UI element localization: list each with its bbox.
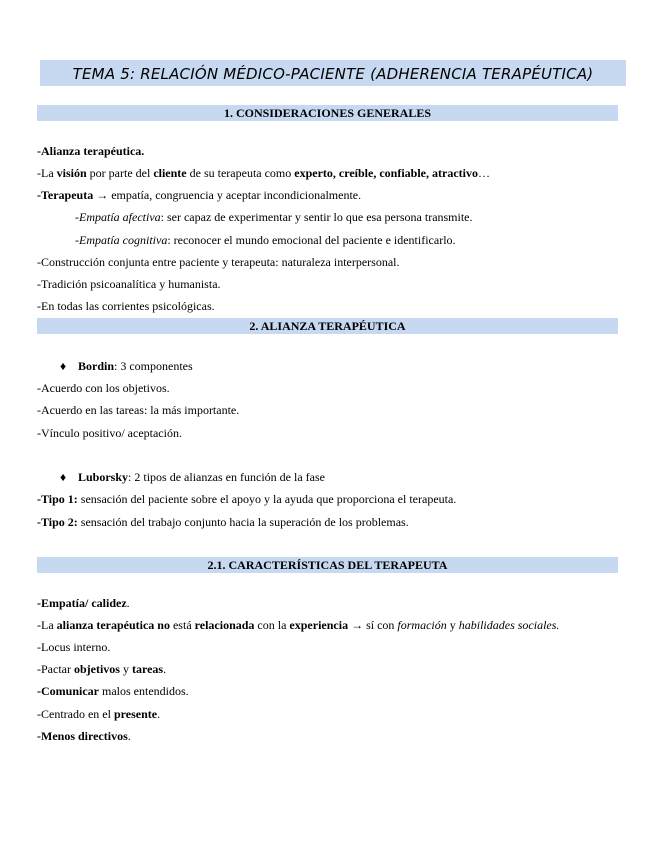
bold-text: Luborsky [78, 470, 129, 484]
text-span: sensación del paciente sobre el apoyo y la ayuda que proporciona el terapeuta. [77, 492, 457, 506]
bold-text: Bordin [78, 359, 115, 373]
text-line: -Tradición psicoanalítica y humanista. [37, 277, 221, 291]
text-span: de su terapeuta como [186, 166, 295, 180]
text-line [37, 728, 131, 744]
text-span: malos entendidos. [99, 684, 189, 698]
text-line [37, 706, 160, 722]
text-line: -Locus interno. [37, 640, 111, 654]
bold-text: relacionada [194, 618, 255, 632]
italic-text: -Empatía afectiva [75, 210, 161, 224]
text-span: -Pactar [37, 662, 74, 676]
text-span: : 2 tipos de alianzas en función de la fase [128, 470, 325, 484]
text-line: -Acuerdo en las tareas: la más importante. [37, 403, 240, 417]
text-span: sensación del trabajo conjunto hacia la superación de los problemas. [77, 515, 409, 529]
text-span: … [478, 166, 490, 180]
text-span: y [446, 618, 459, 632]
bullet-item-luborsky [60, 469, 325, 485]
text-span: . [163, 662, 167, 676]
text-line: -Vínculo positivo/ aceptación. [37, 426, 182, 440]
text-span: por parte del [86, 166, 154, 180]
text-line [37, 617, 559, 633]
bold-text: experiencia [289, 618, 349, 632]
section-heading-alianza: 2. ALIANZA TERAPÉUTICA [37, 318, 618, 334]
document-title: TEMA 5: RELACIÓN MÉDICO-PACIENTE (ADHERENCIA TERAPÉUTICA) [40, 60, 626, 86]
text-line [37, 661, 166, 677]
bold-text: -Comunicar [37, 684, 99, 698]
bold-text: -Empatía/ calidez [37, 596, 127, 610]
text-span: -La [37, 618, 57, 632]
bold-text: -Tipo 1: [37, 492, 78, 506]
text-span: . [126, 596, 130, 610]
italic-text: formación [397, 618, 447, 632]
diamond-bullet-icon: ♦ [60, 470, 67, 484]
text-span: : ser capaz de experimentar y sentir lo que esa persona transmite. [160, 210, 473, 224]
diamond-bullet-icon: ♦ [60, 359, 67, 373]
bold-text: tareas [131, 662, 164, 676]
text-span: : 3 componentes [114, 359, 193, 373]
text-span: . [127, 729, 131, 743]
text-line [37, 143, 144, 159]
text-span: y [119, 662, 132, 676]
bold-text: objetivos [73, 662, 120, 676]
italic-text: -Empatía cognitiva [75, 233, 168, 247]
text-line: -Acuerdo con los objetivos. [37, 381, 170, 395]
text-line-indented [75, 232, 456, 248]
bullet-item-bordin [60, 358, 193, 374]
text-span: con la [254, 618, 290, 632]
italic-text: habilidades sociales. [458, 618, 560, 632]
text-span: . [157, 707, 161, 721]
text-line-indented [75, 209, 473, 225]
text-line [37, 491, 456, 507]
text-line: -En todas las corrientes psicológicas. [37, 299, 215, 313]
bold-text: alianza terapéutica no [56, 618, 170, 632]
bold-text: -Terapeuta [37, 188, 94, 202]
bold-text: visión [56, 166, 87, 180]
text-line [37, 187, 361, 203]
bold-text: experto, creíble, confiable, atractivo [294, 166, 478, 180]
bold-text: presente [113, 707, 158, 721]
text-span: → empatía, congruencia y aceptar incondicionalmente. [93, 188, 362, 202]
text-line: -Construcción conjunta entre paciente y terapeuta: naturaleza interpersonal. [37, 255, 400, 269]
text-span: está [169, 618, 195, 632]
bold-text: -Menos directivos [37, 729, 128, 743]
text-span: → sí con [348, 618, 398, 632]
text-span: : reconocer el mundo emocional del paciente e identificarlo. [167, 233, 456, 247]
bold-text: cliente [153, 166, 187, 180]
text-line [37, 683, 189, 699]
text-span: -Centrado en el [37, 707, 114, 721]
section-heading-caracteristicas: 2.1. CARACTERÍSTICAS DEL TERAPEUTA [37, 557, 618, 573]
text-line [37, 165, 490, 181]
bold-text: -Alianza terapéutica. [37, 144, 145, 158]
bold-text: -Tipo 2: [37, 515, 78, 529]
text-line [37, 514, 409, 530]
text-span: -La [37, 166, 57, 180]
text-line [37, 595, 130, 611]
section-heading-consideraciones: 1. CONSIDERACIONES GENERALES [37, 105, 618, 121]
